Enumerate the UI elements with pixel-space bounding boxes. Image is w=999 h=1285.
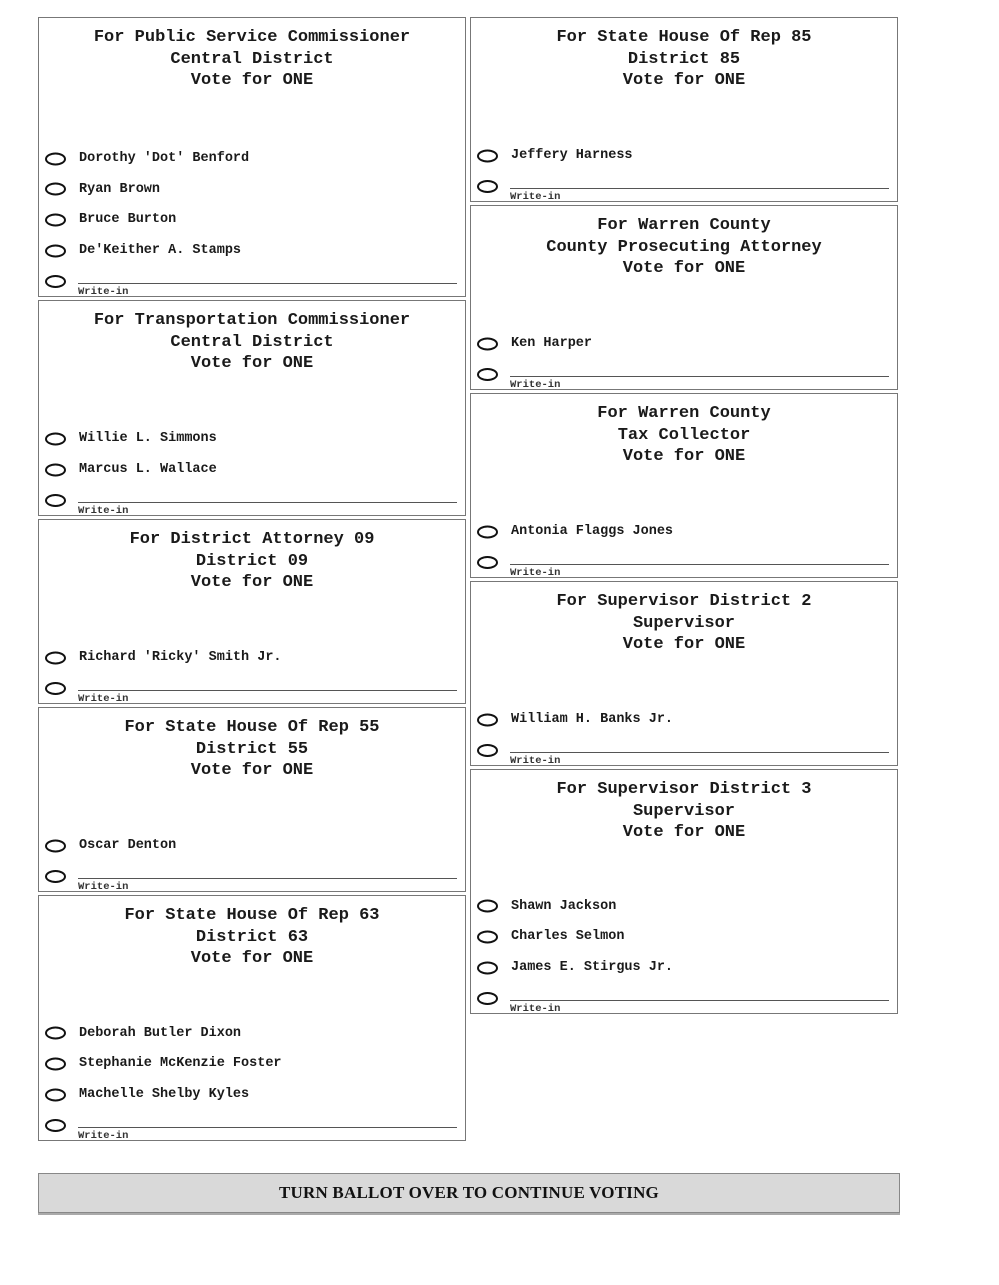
vote-oval-icon[interactable] bbox=[477, 930, 498, 943]
candidate-list bbox=[39, 642, 465, 703]
candidate-list bbox=[39, 424, 465, 515]
race-header bbox=[471, 206, 897, 280]
race-header bbox=[39, 18, 465, 92]
race-box bbox=[38, 519, 466, 704]
candidate-name: William H. Banks Jr. bbox=[511, 712, 674, 728]
right-column bbox=[470, 17, 898, 1017]
candidate-list bbox=[471, 516, 897, 577]
race-title-line: Supervisor bbox=[632, 801, 736, 821]
candidate-name: Ryan Brown bbox=[79, 181, 161, 197]
candidate-name: Charles Selmon bbox=[511, 929, 625, 945]
write-in-label: Write-in bbox=[78, 881, 129, 893]
vote-oval-icon[interactable] bbox=[45, 839, 66, 852]
vote-instruction: Vote for ONE bbox=[622, 635, 746, 654]
vote-oval-icon[interactable] bbox=[477, 556, 498, 569]
candidate-name: Willie L. Simmons bbox=[79, 431, 217, 447]
race-title-line: For State House Of Rep 63 bbox=[124, 906, 380, 925]
vote-oval-icon[interactable] bbox=[45, 463, 66, 476]
candidate-name: Antonia Flaggs Jones bbox=[511, 524, 674, 540]
race-title-line: For Supervisor District 2 bbox=[556, 592, 812, 611]
write-in-line[interactable] bbox=[78, 1127, 457, 1128]
vote-instruction: Vote for ONE bbox=[622, 71, 746, 90]
vote-oval-icon[interactable] bbox=[45, 432, 66, 445]
race-title-line: District 09 bbox=[195, 551, 309, 571]
candidate-list bbox=[39, 1018, 465, 1140]
candidate-name: Jeffery Harness bbox=[511, 148, 633, 164]
write-in-label: Write-in bbox=[510, 379, 561, 391]
race-title-line: For Transportation Commissioner bbox=[93, 311, 411, 330]
race-header bbox=[471, 770, 897, 844]
vote-instruction: Vote for ONE bbox=[190, 573, 314, 592]
candidate-name: Stephanie McKenzie Foster bbox=[79, 1056, 282, 1072]
write-in-option[interactable] bbox=[471, 171, 897, 201]
candidate-option[interactable] bbox=[471, 516, 897, 547]
race-header bbox=[39, 896, 465, 970]
candidate-option[interactable] bbox=[471, 140, 897, 171]
candidate-list bbox=[39, 830, 465, 891]
race-title-line: District 85 bbox=[627, 49, 741, 69]
write-in-label: Write-in bbox=[510, 191, 561, 203]
vote-oval-icon[interactable] bbox=[45, 682, 66, 695]
write-in-line[interactable] bbox=[78, 283, 457, 284]
race-header bbox=[39, 708, 465, 782]
write-in-option[interactable] bbox=[471, 359, 897, 389]
write-in-line[interactable] bbox=[78, 878, 457, 879]
write-in-label: Write-in bbox=[510, 755, 561, 767]
write-in-label: Write-in bbox=[78, 1130, 129, 1142]
candidate-list bbox=[471, 140, 897, 201]
candidate-name: Oscar Denton bbox=[79, 838, 177, 854]
race-box bbox=[38, 17, 466, 297]
vote-oval-icon[interactable] bbox=[477, 180, 498, 193]
candidate-option[interactable] bbox=[471, 952, 897, 983]
race-title-line: Central District bbox=[170, 332, 334, 352]
write-in-option[interactable] bbox=[39, 1110, 465, 1140]
vote-instruction: Vote for ONE bbox=[190, 354, 314, 373]
race-header bbox=[39, 301, 465, 375]
candidate-option[interactable] bbox=[39, 424, 465, 455]
write-in-option[interactable] bbox=[39, 861, 465, 891]
candidate-name: Machelle Shelby Kyles bbox=[79, 1087, 250, 1103]
write-in-line[interactable] bbox=[510, 188, 889, 189]
write-in-option[interactable] bbox=[471, 735, 897, 765]
candidate-name: Ken Harper bbox=[511, 336, 593, 352]
candidate-name: Dorothy 'Dot' Benford bbox=[79, 151, 250, 167]
race-header bbox=[471, 394, 897, 468]
vote-instruction: Vote for ONE bbox=[190, 949, 314, 968]
race-title-line: For District Attorney 09 bbox=[129, 530, 375, 549]
race-box bbox=[470, 581, 898, 766]
race-title-line: For Public Service Commissioner bbox=[93, 28, 411, 47]
race-title-line: For Supervisor District 3 bbox=[556, 780, 812, 799]
write-in-line[interactable] bbox=[78, 690, 457, 691]
write-in-label: Write-in bbox=[78, 693, 129, 705]
vote-oval-icon[interactable] bbox=[45, 1027, 66, 1040]
vote-oval-icon[interactable] bbox=[477, 337, 498, 350]
vote-instruction: Vote for ONE bbox=[622, 823, 746, 842]
race-title-line: Supervisor bbox=[632, 613, 736, 633]
candidate-option[interactable] bbox=[39, 830, 465, 861]
vote-oval-icon[interactable] bbox=[45, 651, 66, 664]
candidate-list bbox=[471, 704, 897, 765]
race-header bbox=[471, 582, 897, 656]
write-in-option[interactable] bbox=[471, 547, 897, 577]
race-title-line: Central District bbox=[170, 49, 334, 69]
write-in-line[interactable] bbox=[510, 1000, 889, 1001]
candidate-option[interactable] bbox=[39, 454, 465, 485]
race-box bbox=[470, 17, 898, 202]
candidate-list bbox=[471, 328, 897, 389]
race-box bbox=[470, 205, 898, 390]
candidate-option[interactable] bbox=[39, 174, 465, 205]
race-title-line: For State House Of Rep 55 bbox=[124, 718, 380, 737]
write-in-line[interactable] bbox=[510, 564, 889, 565]
vote-oval-icon[interactable] bbox=[45, 870, 66, 883]
write-in-label: Write-in bbox=[510, 567, 561, 579]
turn-ballot-banner bbox=[38, 1173, 900, 1213]
vote-oval-icon[interactable] bbox=[477, 525, 498, 538]
vote-oval-icon[interactable] bbox=[45, 1057, 66, 1070]
write-in-label: Write-in bbox=[510, 1003, 561, 1015]
vote-oval-icon[interactable] bbox=[477, 368, 498, 381]
vote-oval-icon[interactable] bbox=[477, 149, 498, 162]
candidate-option[interactable] bbox=[471, 328, 897, 359]
race-title-line: County Prosecuting Attorney bbox=[546, 237, 822, 257]
vote-instruction: Vote for ONE bbox=[190, 761, 314, 780]
candidate-option[interactable] bbox=[39, 235, 465, 266]
candidate-name: Richard 'Ricky' Smith Jr. bbox=[79, 650, 282, 666]
write-in-label: Write-in bbox=[78, 505, 129, 517]
write-in-line[interactable] bbox=[78, 502, 457, 503]
write-in-line[interactable] bbox=[510, 376, 889, 377]
race-title-line: District 55 bbox=[195, 739, 309, 759]
race-title-line: For State House Of Rep 85 bbox=[556, 28, 812, 47]
candidate-option[interactable] bbox=[471, 704, 897, 735]
vote-oval-icon[interactable] bbox=[477, 961, 498, 974]
left-column bbox=[38, 17, 466, 1144]
candidate-option[interactable] bbox=[39, 205, 465, 236]
candidate-name: Marcus L. Wallace bbox=[79, 462, 217, 478]
race-header bbox=[39, 520, 465, 594]
race-title-line: For Warren County bbox=[597, 216, 771, 235]
candidate-list bbox=[39, 143, 465, 296]
vote-oval-icon[interactable] bbox=[477, 900, 498, 913]
vote-instruction: Vote for ONE bbox=[622, 259, 746, 278]
candidate-name: De'Keither A. Stamps bbox=[79, 243, 242, 259]
write-in-option[interactable] bbox=[39, 673, 465, 703]
candidate-option[interactable] bbox=[39, 1049, 465, 1080]
candidate-option[interactable] bbox=[39, 642, 465, 673]
race-box bbox=[38, 895, 466, 1141]
candidate-name: Bruce Burton bbox=[79, 212, 177, 228]
vote-oval-icon[interactable] bbox=[45, 275, 66, 288]
race-box bbox=[470, 393, 898, 578]
write-in-option[interactable] bbox=[39, 485, 465, 515]
race-header bbox=[471, 18, 897, 92]
vote-oval-icon[interactable] bbox=[45, 494, 66, 507]
vote-oval-icon[interactable] bbox=[477, 992, 498, 1005]
candidate-option[interactable] bbox=[39, 1018, 465, 1049]
candidate-name: James E. Stirgus Jr. bbox=[511, 960, 674, 976]
vote-instruction: Vote for ONE bbox=[622, 447, 746, 466]
race-box bbox=[38, 300, 466, 516]
vote-oval-icon[interactable] bbox=[45, 213, 66, 226]
race-title-line: Tax Collector bbox=[617, 425, 751, 445]
candidate-option[interactable] bbox=[39, 1079, 465, 1110]
candidate-option[interactable] bbox=[471, 922, 897, 953]
turn-ballot-text: TURN BALLOT OVER TO CONTINUE VOTING bbox=[279, 1183, 659, 1202]
vote-instruction: Vote for ONE bbox=[190, 71, 314, 90]
vote-oval-icon[interactable] bbox=[45, 1088, 66, 1101]
vote-oval-icon[interactable] bbox=[45, 244, 66, 257]
candidate-option[interactable] bbox=[471, 891, 897, 922]
vote-oval-icon[interactable] bbox=[477, 744, 498, 757]
vote-oval-icon[interactable] bbox=[45, 152, 66, 165]
write-in-label: Write-in bbox=[78, 286, 129, 298]
candidate-option[interactable] bbox=[39, 143, 465, 174]
write-in-option[interactable] bbox=[39, 266, 465, 296]
race-title-line: District 63 bbox=[195, 927, 309, 947]
vote-oval-icon[interactable] bbox=[45, 183, 66, 196]
candidate-name: Shawn Jackson bbox=[511, 898, 617, 914]
vote-oval-icon[interactable] bbox=[477, 713, 498, 726]
write-in-option[interactable] bbox=[471, 983, 897, 1013]
candidate-name: Deborah Butler Dixon bbox=[79, 1025, 242, 1041]
race-box bbox=[38, 707, 466, 892]
race-title-line: For Warren County bbox=[597, 404, 771, 423]
race-box bbox=[470, 769, 898, 1014]
write-in-line[interactable] bbox=[510, 752, 889, 753]
vote-oval-icon[interactable] bbox=[45, 1119, 66, 1132]
candidate-list bbox=[471, 891, 897, 1013]
